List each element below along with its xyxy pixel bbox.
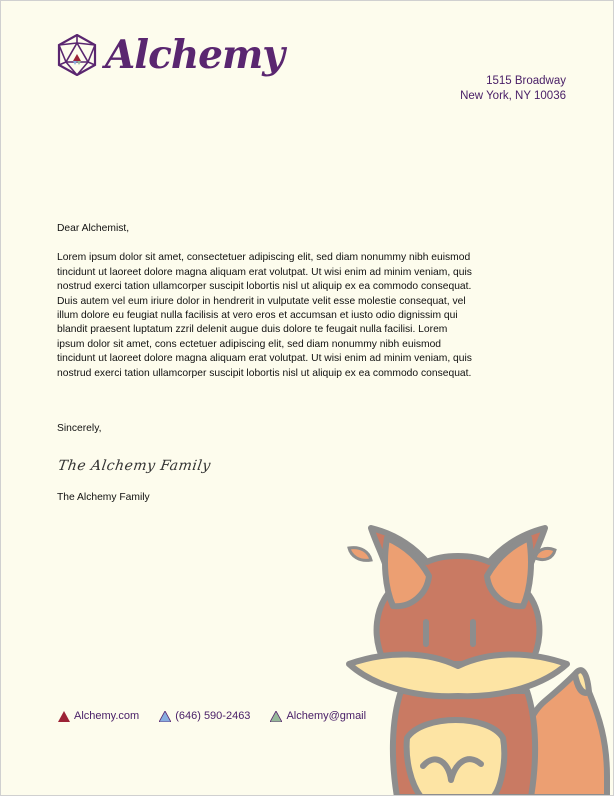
signer-name: The Alchemy Family [57,492,150,503]
body-paragraph: Lorem ipsum dolor sit amet, consectetuer adipiscing elit, sed diam nonummy nibh euismod tincidunt ut laoreet dolore magna aliquam erat volutpat. Ut wisi enim ad minim veniam, quis nostrud exerci tation ullamcorper suscipit lobortis nisl ut aliquip ex ea commodo consequat. Duis autem vel eum iriure dolor in hendrerit in vulputate velit esse molestie consequat, vel illum dolore eu feugiat nulla facilisis at vero eros et accumsan et iusto odio dignissim qui blandit praesent luptatum zzril delenit augue duis dolore te feugait nulla facilisi. Lorem ipsum dolor sit amet, cons ectetuer adipiscing elit, sed diam nonummy nibh euismod tincidunt ut laoreet dolore magna aliquam erat volutpat. Ut wisi enim ad minim veniam, quis nostrud exerci tation ullamcorper suscipit lobortis nisl ut aliquip ex ea commodo consequat. [57,252,472,379]
website-link[interactable]: Alchemy.com [74,710,140,722]
brand-logo [57,31,284,78]
closing: Sincerely, [57,423,102,434]
signature: The Alchemy Family [56,458,212,474]
fox-left-ear [385,538,429,606]
icosahedron-logo-icon [57,34,97,76]
address-line-1: 1515 Broadway [486,75,566,87]
brand-name: Alchemy [105,31,284,78]
email-address[interactable]: Alchemy@gmail [286,710,367,722]
fox-mascot-illustration [331,516,614,796]
return-address [460,74,566,104]
red-triangle-icon [58,711,70,722]
fox-right-ear [487,538,531,606]
address-line-2: New York, NY 10036 [460,90,566,102]
greeting: Dear Alchemist, [57,223,130,234]
leaf-left [349,548,371,561]
fox-belly [407,720,505,796]
phone-contact[interactable] [159,710,250,722]
letter-body [57,222,477,381]
green-triangle-icon [270,711,282,722]
blue-triangle-icon [159,711,171,722]
phone-number[interactable]: (646) 590-2463 [175,710,251,722]
website-contact[interactable] [58,710,139,722]
